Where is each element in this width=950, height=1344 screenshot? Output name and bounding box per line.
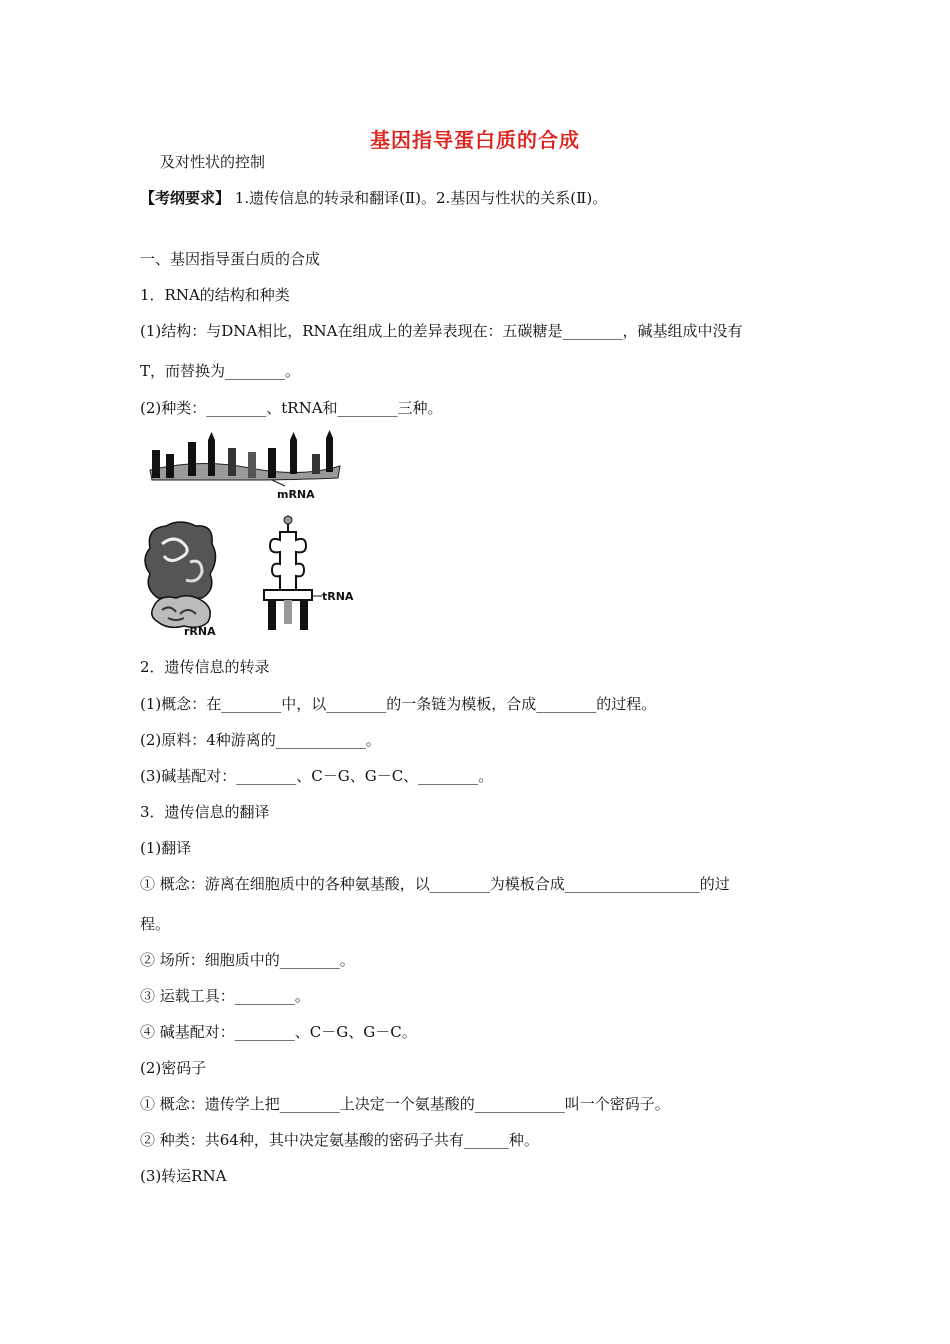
text-line: (2)密码子: [140, 1059, 207, 1077]
text-line: ① 概念：遗传学上把________上决定一个氨基酸的____________叫一个密码子。: [140, 1095, 670, 1113]
subsection-heading: 1．RNA的结构和种类: [140, 286, 290, 304]
text-line: (1)翻译: [140, 839, 192, 857]
mrna-figure: [140, 430, 350, 502]
requirements-label: 【考纲要求】: [140, 189, 231, 207]
text-line: ④ 碱基配对：________、C－G、G－C。: [140, 1023, 417, 1041]
text-line: (2)种类：________、tRNA和________三种。: [140, 399, 443, 417]
text-line: 程。: [140, 915, 171, 933]
requirements-text: 1.遗传信息的转录和翻译(Ⅱ)。2.基因与性状的关系(Ⅱ)。: [230, 189, 608, 207]
exam-requirements: [140, 188, 607, 208]
mrna-label: mRNA: [277, 488, 315, 501]
mrna-pointer: [272, 480, 285, 486]
trna-label: tRNA: [322, 590, 354, 603]
rrna-label: rRNA: [184, 625, 216, 638]
text-line: ② 种类：共64种，其中决定氨基酸的密码子共有______种。: [140, 1131, 539, 1149]
subsection-heading: 3．遗传信息的翻译: [140, 803, 270, 821]
text-line: (1)结构：与DNA相比，RNA在组成上的差异表现在：五碳糖是________，碱基组成中没有: [140, 322, 743, 340]
trna-figure: [258, 512, 368, 634]
text-line: (3)碱基配对：________、C－G、G－C、________。: [140, 767, 494, 785]
subsection-heading: 2．遗传信息的转录: [140, 658, 270, 676]
page-subtitle: 及对性状的控制: [160, 153, 266, 171]
text-line: (2)原料：4种游离的____________。: [140, 731, 381, 749]
page-title: 基因指导蛋白质的合成: [370, 128, 580, 152]
section-heading: 一、基因指导蛋白质的合成: [140, 250, 321, 268]
text-line: ① 概念：游离在细胞质中的各种氨基酸，以________为模板合成__________________的过: [140, 875, 730, 893]
text-line: T，而替换为________。: [140, 362, 301, 380]
text-line: ② 场所：细胞质中的________。: [140, 951, 355, 969]
text-line: (1)概念：在________中，以________的一条链为模板，合成________的过程。: [140, 695, 657, 713]
rrna-figure: [140, 518, 230, 642]
text-line: (3)转运RNA: [140, 1167, 227, 1185]
text-line: ③ 运载工具：________。: [140, 987, 310, 1005]
